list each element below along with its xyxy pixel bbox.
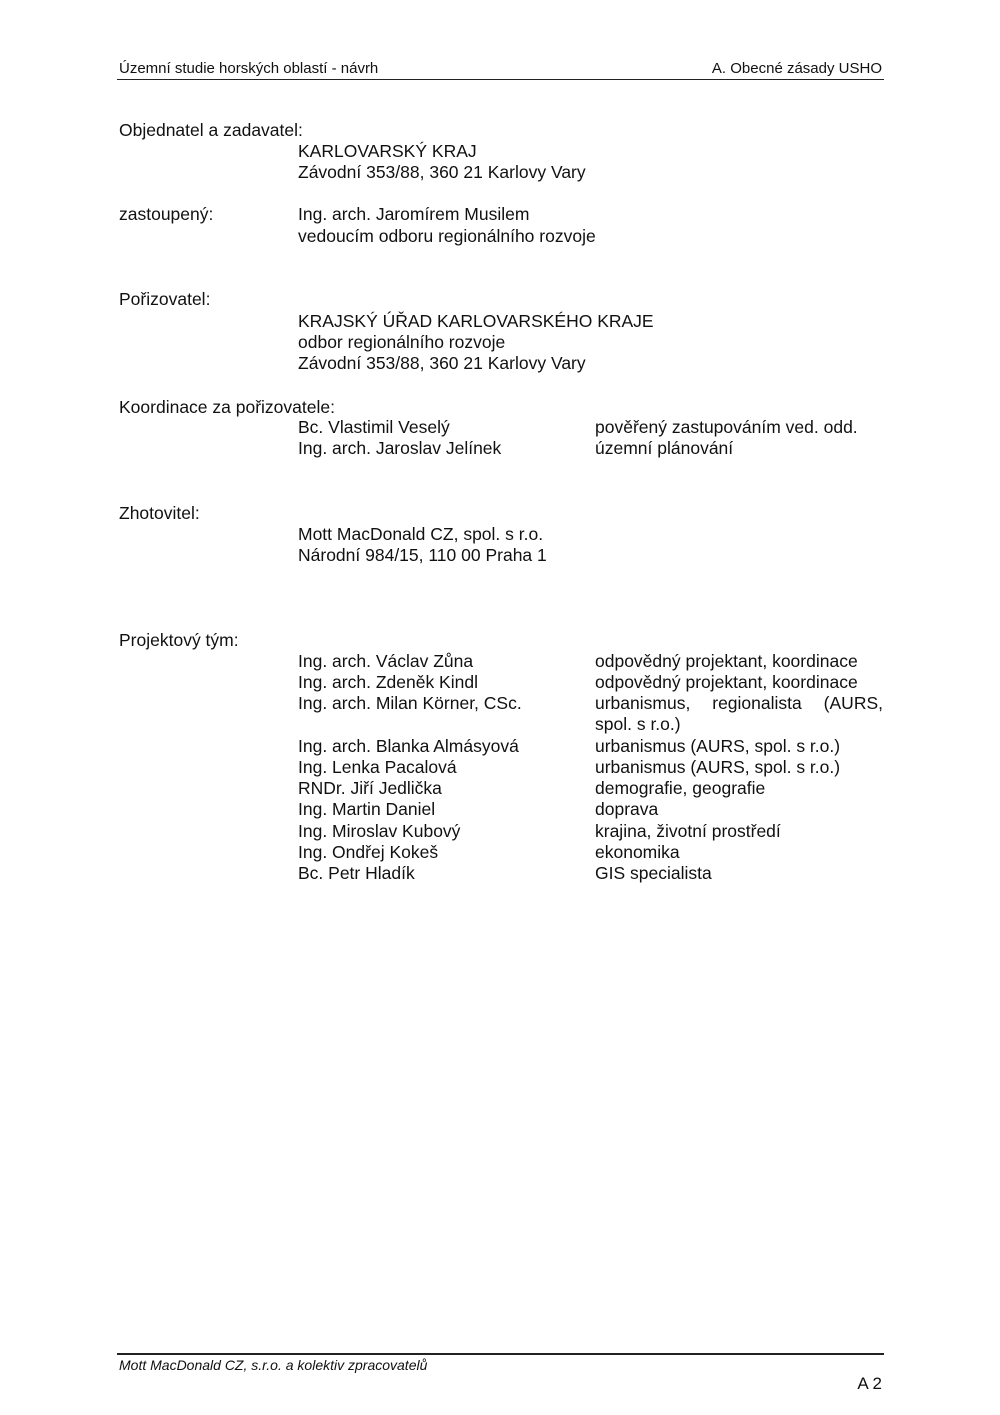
team-member-role: GIS specialista xyxy=(595,863,712,883)
team-member-name: Ing. arch. Václav Zůna xyxy=(298,651,474,671)
zhotovitel-name: Mott MacDonald CZ, spol. s r.o. xyxy=(298,524,544,544)
team-member-name: Ing. Lenka Pacalová xyxy=(298,757,457,777)
page-number: A 2 xyxy=(857,1374,882,1393)
objednatel-address: Závodní 353/88, 360 21 Karlovy Vary xyxy=(298,162,586,182)
team-member-name: Ing. Ondřej Kokeš xyxy=(298,842,439,862)
team-member-role: ekonomika xyxy=(595,842,680,862)
tym-label: Projektový tým: xyxy=(119,630,239,650)
team-member-role: doprava xyxy=(595,799,659,819)
porizovatel-label: Pořizovatel: xyxy=(119,289,211,309)
team-member-role: demografie, geografie xyxy=(595,778,766,798)
team-member-name: Ing. arch. Blanka Almásyová xyxy=(298,736,519,756)
team-member-name: Ing. Miroslav Kubový xyxy=(298,821,461,841)
team-member-role: urbanismus (AURS, spol. s r.o.) xyxy=(595,757,841,777)
team-member-name: Ing. arch. Milan Körner, CSc. xyxy=(298,693,522,713)
porizovatel-name: KRAJSKÝ ÚŘAD KARLOVARSKÉHO KRAJE xyxy=(298,311,654,331)
team-member-role: urbanismus (AURS, spol. s r.o.) xyxy=(595,736,841,756)
koordinace-person-name: Ing. arch. Jaroslav Jelínek xyxy=(298,438,502,458)
representative-name: Ing. arch. Jaromírem Musilem xyxy=(298,204,530,224)
koordinace-person-name: Bc. Vlastimil Veselý xyxy=(298,417,450,437)
representative-role: vedoucím odboru regionálního rozvoje xyxy=(298,226,596,246)
footer-divider xyxy=(117,1353,884,1355)
running-header-title: Územní studie horských oblastí - návrh xyxy=(119,60,379,77)
porizovatel-address: Závodní 353/88, 360 21 Karlovy Vary xyxy=(298,353,586,373)
team-member-role: krajina, životní prostředí xyxy=(595,821,781,841)
header-divider xyxy=(117,79,884,80)
objednatel-name: KARLOVARSKÝ KRAJ xyxy=(298,141,477,161)
koordinace-label: Koordinace za pořizovatele: xyxy=(119,397,335,417)
porizovatel-dept: odbor regionálního rozvoje xyxy=(298,332,506,352)
zhotovitel-address: Národní 984/15, 110 00 Praha 1 xyxy=(298,545,547,565)
zastoupeny-label: zastoupený: xyxy=(119,204,214,224)
koordinace-person-role: územní plánování xyxy=(595,438,734,458)
team-member-role: odpovědný projektant, koordinace xyxy=(595,672,858,692)
koordinace-person-role: pověřený zastupováním ved. odd. xyxy=(595,417,858,437)
team-member-name: Ing. arch. Zdeněk Kindl xyxy=(298,672,478,692)
team-member-name: Bc. Petr Hladík xyxy=(298,863,415,883)
team-member-role: odpovědný projektant, koordinace xyxy=(595,651,858,671)
team-member-role: urbanismus, regionalista (AURS, spol. s r.o.) xyxy=(595,693,883,734)
team-member-name: RNDr. Jiří Jedlička xyxy=(298,778,442,798)
team-member-name: Ing. Martin Daniel xyxy=(298,799,436,819)
running-header-section: A. Obecné zásady USHO xyxy=(711,60,882,77)
footer-authors: Mott MacDonald CZ, s.r.o. a kolektiv zpracovatelů xyxy=(119,1357,428,1373)
zhotovitel-label: Zhotovitel: xyxy=(119,503,200,523)
objednatel-label: Objednatel a zadavatel: xyxy=(119,120,303,140)
